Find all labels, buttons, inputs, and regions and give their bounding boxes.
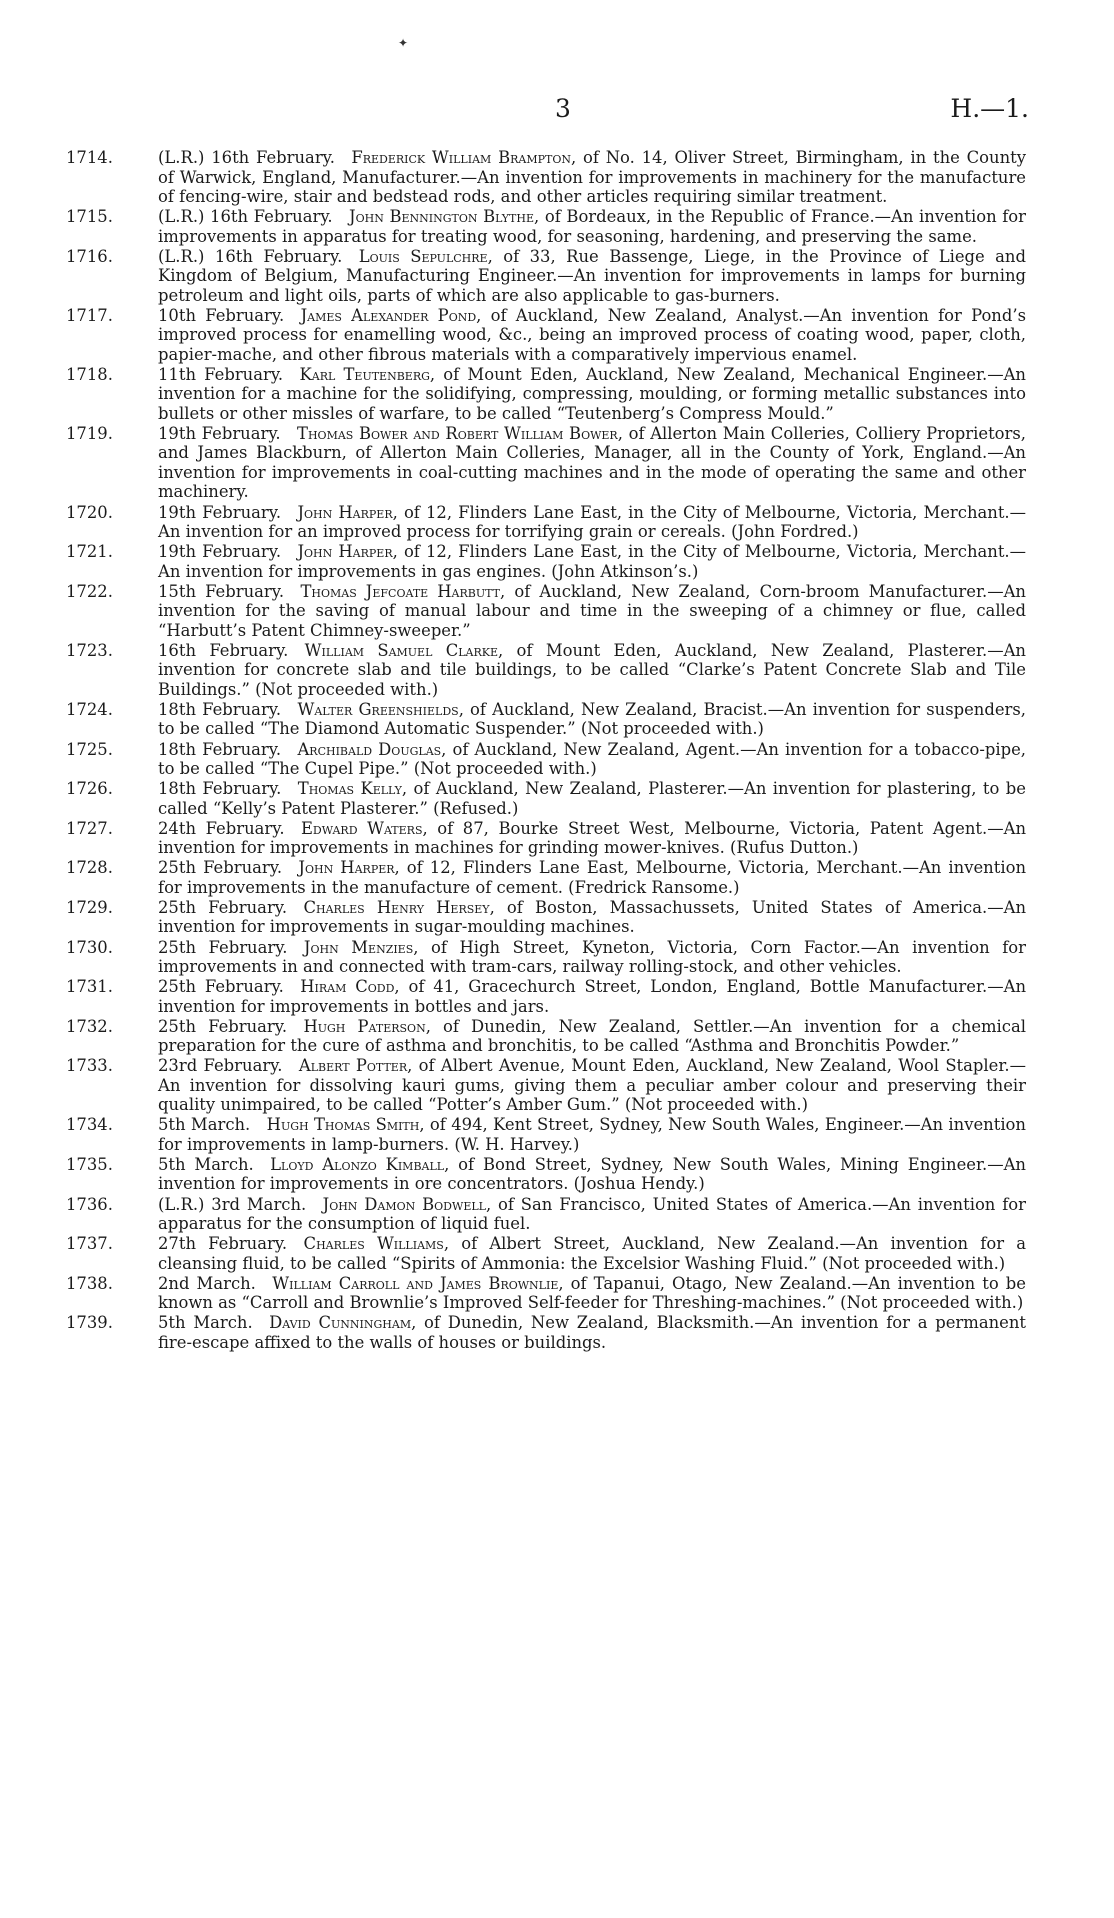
entry-date: 5th March. [158, 1313, 253, 1333]
entry-description: , of Auckland, New Zealand, Agent.—An invention for a tobacco-pipe, to be called “The Cupel Pipe.” (Not proceeded with.) [158, 739, 1026, 779]
entry-description: , of 33, Rue Bassenge, Liege, in the Province of Liege and Kingdom of Belgium, Manufacturing Engineer.—An invention for improvements in lamps for burning petroleum and light oils, parts of which are also applicable to gas-burners. [158, 246, 1026, 305]
entry-number: 1718. [66, 364, 113, 384]
entry-date: 5th March. [158, 1115, 251, 1135]
applicant-name: William Samuel Clarke [304, 640, 499, 660]
entry-number: 1735. [66, 1154, 113, 1174]
entry-number: 1724. [66, 699, 113, 719]
entry-number: 1715. [66, 207, 113, 227]
entry-description: , of 41, Gracechurch Street, London, England, Bottle Manufacturer.—An invention for improvements in bottles and jars. [158, 977, 1026, 1016]
applicant-name: Walter Greenshields [297, 699, 459, 719]
entry-description: , of Dunedin, New Zealand, Settler.—An invention for a chemical preparation for the cure of asthma and bronchitis, to be called “Asthma and Bronchitis Powder.” [158, 1016, 1026, 1056]
applicant-name: Thomas Jefcoate Harbutt [300, 581, 501, 601]
entry-date: 19th February. [158, 423, 281, 443]
top-mark: ✦ [398, 36, 409, 50]
entry-date: 23rd February. [158, 1056, 283, 1076]
entry-description: , of Mount Eden, Auckland, New Zealand, Mechanical Engineer.—An invention for a machine for the solidifying, compressing, moulding, or forming metallic substances into bullets or other missles of warfare, to be called “Teutenberg’s Compress Mould.” [158, 364, 1026, 423]
patent-entry [66, 977, 1026, 1016]
entry-description: , of High Street, Kyneton, Victoria, Corn Factor.—An invention for improvements in and connected with tram-cars, railway rolling-stock, and other vehicles. [158, 937, 1027, 976]
entry-description: , of San Francisco, United States of America.—An invention for apparatus for the consumption of liquid fuel. [158, 1194, 1026, 1234]
applicant-name: William Carroll and James Brownlie [272, 1273, 559, 1293]
patent-entry [66, 542, 1026, 581]
entry-number: 1728. [66, 858, 113, 878]
entry-number: 1731. [66, 977, 113, 997]
applicant-name: John Harper [297, 502, 393, 522]
patent-entry [66, 858, 1026, 897]
entry-number: 1714. [66, 148, 113, 167]
entry-date: 25th February. [158, 937, 288, 957]
applicant-name: Louis Sepulchre [358, 246, 488, 266]
entry-description: , of Mount Eden, Auckland, New Zealand, Plasterer.—An invention for concrete slab and tile buildings, to be called “Clarke’s Patent Concrete Slab and Tile Buildings.” (Not proceeded with.) [158, 640, 1026, 699]
patent-entry [66, 1155, 1026, 1194]
entry-number: 1717. [66, 305, 113, 325]
patent-entry [66, 365, 1026, 424]
patent-entry [66, 1115, 1026, 1154]
applicant-name: Lloyd Alonzo Kimball [270, 1154, 445, 1174]
patent-entry [66, 641, 1026, 700]
entry-number: 1730. [66, 937, 113, 957]
entry-description: , of Bond Street, Sydney, New South Wales, Mining Engineer.—An invention for improvements in ore concentrators. (Joshua Hendy.) [158, 1154, 1026, 1194]
entry-description: , of 12, Flinders Lane East, in the City of Melbourne, Victoria, Merchant.—An invention for an improved process for torrifying grain or cereals. (John Fordred.) [158, 502, 1027, 542]
entry-date: 25th February. [158, 897, 288, 917]
entry-date: (L.R.) 16th February. [158, 246, 343, 266]
entry-number: 1734. [66, 1115, 113, 1135]
applicant-name: Archibald Douglas [297, 739, 442, 759]
patent-entry [66, 207, 1026, 246]
applicant-name: John Bennington Blythe [349, 207, 535, 227]
applicant-name: Thomas Bower and Robert William Bower [297, 423, 618, 443]
applicant-name: Hugh Paterson [303, 1016, 426, 1036]
patent-entry [66, 148, 1026, 207]
applicant-name: Karl Teutenberg [299, 364, 430, 384]
entry-date: 5th March. [158, 1154, 254, 1174]
entry-date: 25th February. [158, 1016, 288, 1036]
applicant-name: Charles Williams [303, 1234, 444, 1254]
applicant-name: John Harper [298, 858, 395, 878]
applicant-name: James Alexander Pond [300, 305, 477, 325]
entry-description: , of Auckland, New Zealand, Analyst.—An invention for Pond’s improved process for enamelling wood, &c., being an improved process of coating wood, paper, cloth, papier-mache, and other fibrous materials with a comparatively impervious enamel. [158, 305, 1026, 364]
patent-entry [66, 740, 1026, 779]
patent-entry [66, 247, 1026, 306]
entry-number: 1727. [66, 818, 113, 838]
entry-date: 24th February. [158, 818, 285, 838]
patent-entry [66, 424, 1026, 502]
document-reference: H.—1. [950, 94, 1029, 123]
patent-entry [66, 1234, 1026, 1273]
entry-number: 1736. [66, 1194, 113, 1214]
entry-description: , of Bordeaux, in the Republic of France.—An invention for improvements in apparatus for treating wood, for seasoning, hardening, and preserving the same. [158, 207, 1027, 246]
entry-number: 1725. [66, 739, 113, 759]
patent-entry [66, 898, 1026, 937]
applicant-name: Hiram Codd [300, 977, 395, 997]
entry-description: , of 494, Kent Street, Sydney, New South Wales, Engineer.—An invention for improvements in lamp-burners. (W. H. Harvey.) [158, 1115, 1026, 1154]
patent-entry [66, 1313, 1026, 1352]
entry-number: 1726. [66, 779, 113, 799]
entry-date: 19th February. [158, 502, 282, 522]
entry-date: (L.R.) 16th February. [158, 207, 333, 227]
entry-date: 11th February. [158, 364, 284, 384]
entry-number: 1721. [66, 542, 113, 562]
entry-date: (L.R.) 16th February. [158, 148, 335, 167]
applicant-name: Albert Potter [298, 1056, 408, 1076]
entry-description: , of Auckland, New Zealand, Corn-broom Manufacturer.—An invention for the saving of manual labour and time in the sweeping of a chimney or flue, called “Harbutt’s Patent Chimney-sweeper.” [158, 581, 1026, 640]
entry-date: 25th February. [158, 858, 283, 878]
entry-number: 1738. [66, 1273, 113, 1293]
patent-entry-list [66, 148, 1026, 1353]
applicant-name: Charles Henry Hersey [303, 897, 490, 917]
entry-description: , of Albert Street, Auckland, New Zealand.—An invention for a cleansing fluid, to be called “Spirits of Ammonia: the Excelsior Washing Fluid.” (Not proceeded with.) [158, 1234, 1026, 1273]
entry-date: 25th February. [158, 977, 284, 997]
applicant-name: Hugh Thomas Smith [266, 1115, 420, 1135]
page-header [0, 94, 1114, 130]
entry-description: , of Auckland, New Zealand, Plasterer.—An invention for plastering, to be called “Kelly’s Patent Plasterer.” (Refused.) [158, 779, 1026, 818]
applicant-name: John Damon Bodwell [322, 1194, 486, 1214]
patent-entry [66, 1274, 1026, 1313]
entry-date: 10th February. [158, 305, 285, 325]
patent-entry [66, 306, 1026, 365]
entry-description: , of Dunedin, New Zealand, Blacksmith.—An invention for a permanent fire-escape affixed to the walls of houses or buildings. [158, 1313, 1026, 1352]
entry-date: (L.R.) 3rd March. [158, 1194, 307, 1214]
applicant-name: Thomas Kelly [297, 779, 402, 799]
entry-date: 27th February. [158, 1234, 288, 1254]
patent-entry [66, 819, 1026, 858]
entry-description: , of Allerton Main Colleries, Colliery Proprietors, and James Blackburn, of Allerton Main Colleries, Manager, all in the County of York, England.—An invention for improvements in coal-cutting machines and in the mode of operating the same and other machinery. [158, 423, 1026, 502]
entry-description: , of Albert Avenue, Mount Eden, Auckland, New Zealand, Wool Stapler.—An invention for dissolving kauri gums, giving them a peculiar amber colour and preserving their quality unimpaired, to be called “Potter’s Amber Gum.” (Not proceeded with.) [158, 1056, 1026, 1115]
applicant-name: John Menzies [303, 937, 414, 957]
entry-description: , of Auckland, New Zealand, Bracist.—An invention for suspenders, to be called “The Diamond Automatic Suspender.” (Not proceeded with.) [158, 699, 1026, 739]
entry-date: 16th February. [158, 640, 289, 660]
entry-description: , of Tapanui, Otago, New Zealand.—An invention to be known as “Carroll and Brownlie’s Improved Self-feeder for Threshing-machines.” (Not proceeded with.) [158, 1273, 1027, 1313]
entry-number: 1720. [66, 502, 113, 522]
entry-number: 1737. [66, 1234, 113, 1254]
entry-date: 18th February. [158, 699, 282, 719]
entry-number: 1722. [66, 581, 113, 601]
applicant-name: David Cunningham [269, 1313, 412, 1333]
entry-number: 1732. [66, 1016, 113, 1036]
entry-number: 1733. [66, 1056, 113, 1076]
entry-number: 1723. [66, 640, 113, 660]
entry-description: , of 12, Flinders Lane East, Melbourne, Victoria, Merchant.—An invention for improvements in the manufacture of cement. (Fredrick Ransome.) [158, 858, 1026, 897]
patent-entry [66, 1017, 1026, 1056]
entry-date: 18th February. [158, 739, 282, 759]
applicant-name: John Harper [297, 542, 393, 562]
entry-description: , of 87, Bourke Street West, Melbourne, Victoria, Patent Agent.—An invention for improvements in machines for grinding mower-knives. (Rufus Dutton.) [158, 818, 1027, 858]
entry-date: 2nd March. [158, 1273, 256, 1293]
patent-entry [66, 1056, 1026, 1115]
entry-number: 1739. [66, 1313, 113, 1333]
patent-entry [66, 700, 1026, 739]
patent-entry [66, 1195, 1026, 1234]
entry-date: 18th February. [158, 779, 282, 799]
entry-number: 1719. [66, 423, 113, 443]
patent-entry [66, 503, 1026, 542]
entry-date: 19th February. [158, 542, 282, 562]
entry-description: , of Boston, Massachussets, United States of America.—An invention for improvements in sugar-moulding machines. [158, 897, 1027, 937]
entry-number: 1729. [66, 897, 113, 917]
entry-description: , of No. 14, Oliver Street, Birmingham, in the County of Warwick, England, Manufacturer.—An invention for improvements in machinery for the manufacture of fencing-wire, stair and bedstead rods, and other articles requiring similar treatment. [158, 148, 1026, 206]
applicant-name: Frederick William Brampton [351, 148, 571, 167]
patent-entry [66, 582, 1026, 641]
page-number: 3 [555, 94, 571, 123]
entry-number: 1716. [66, 246, 113, 266]
patent-entry [66, 779, 1026, 818]
entry-description: , of 12, Flinders Lane East, in the City of Melbourne, Victoria, Merchant.—An invention for improvements in gas engines. (John Atkinson’s.) [158, 542, 1027, 581]
applicant-name: Edward Waters [300, 818, 423, 838]
entry-date: 15th February. [158, 581, 285, 601]
patent-entry [66, 938, 1026, 977]
